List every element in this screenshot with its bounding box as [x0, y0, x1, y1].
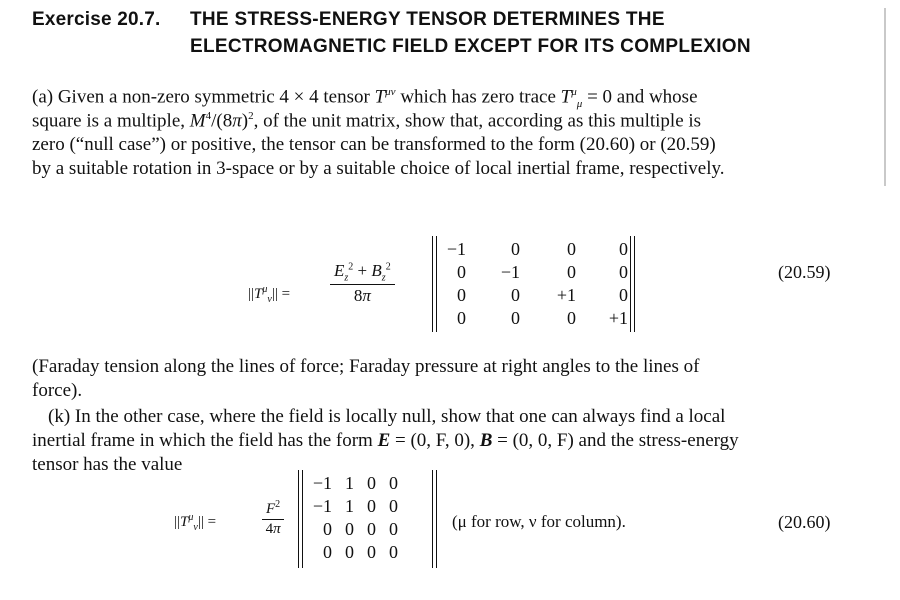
exercise-title-line-1: THE STRESS-ENERGY TENSOR DETERMINES THE: [190, 9, 665, 30]
matrix-cell: 0: [619, 285, 628, 305]
part-a-text: , of the unit matrix, show that, according as this multiple is: [253, 110, 702, 132]
matrix-cell: 0: [457, 285, 466, 305]
part-a-text: (a) Given a non-zero symmetric 4 × 4 tensor: [32, 86, 375, 108]
part-a-text: = 0 and whose: [582, 86, 698, 108]
faraday-line-2: force).: [32, 380, 83, 401]
matrix-cell: 0: [367, 542, 376, 562]
matrix-cell: 0: [567, 308, 576, 328]
matrix-cell: 1: [345, 496, 354, 516]
part-a-line-4: by a suitable rotation in 3-space or by a suitable choice of local inertial frame, respectively.: [32, 158, 725, 179]
part-a-line-1: (a) Given a non-zero symmetric 4 × 4 tensor $T^{\mu\nu}$ which has zero trace $T^\mu_\mu = 0$ and whose: [32, 86, 698, 111]
matrix-cell: −1: [500, 262, 520, 282]
eq2060-lhs: $||T^\mu_\nu||$ =: [174, 512, 217, 533]
matrix-cell: 0: [323, 542, 332, 562]
margin-rule: [884, 8, 886, 186]
eq2060-bar-left-inner: [302, 470, 303, 568]
part-a-text: which has zero trace: [395, 86, 561, 108]
matrix-cell: +1: [608, 308, 628, 328]
part-k-text: inertial frame in which the field has the form: [32, 430, 378, 451]
matrix-cell: 0: [389, 542, 398, 562]
eq2060-bar-right-outer: [436, 470, 437, 568]
matrix-cell: 0: [367, 519, 376, 539]
matrix-cell: 0: [389, 473, 398, 493]
matrix-cell: 0: [567, 262, 576, 282]
part-a-text: square is a multiple,: [32, 110, 190, 132]
matrix-cell: +1: [556, 285, 576, 305]
matrix-cell: 0: [567, 239, 576, 259]
matrix-cell: 0: [367, 496, 376, 516]
matrix-cell: 0: [457, 262, 466, 282]
eq2059-bar-right-outer: [634, 236, 635, 332]
matrix-cell: 0: [389, 519, 398, 539]
eq2060-bar-right-inner: [432, 470, 433, 568]
eq2059-bar-left-inner: [436, 236, 437, 332]
matrix-cell: 0: [367, 473, 376, 493]
matrix-cell: 0: [619, 262, 628, 282]
eq2059-matrix: [442, 238, 628, 330]
part-k-line-2: inertial frame in which the field has the form E = (0, F, 0), B = (0, 0, F) and the stress-energy: [32, 430, 739, 451]
part-k-text: = (0, F, 0),: [390, 430, 480, 451]
matrix-cell: 1: [345, 473, 354, 493]
part-a-line-3: zero (“null case”) or positive, the tensor can be transformed to the form (20.60) or (20.59): [32, 134, 716, 155]
part-k-line-1: (k) In the other case, where the field is locally null, show that one can always find a local: [48, 406, 726, 427]
eq2060-number: (20.60): [778, 512, 831, 532]
matrix-cell: −1: [312, 496, 332, 516]
eq2060-fraction: $\frac{F^2}{4\pi}$: [262, 499, 284, 538]
matrix-cell: 0: [345, 542, 354, 562]
matrix-cell: 0: [345, 519, 354, 539]
eq2060-bar-left-outer: [298, 470, 299, 568]
matrix-cell: 0: [511, 285, 520, 305]
part-k-text: = (0, 0, F) and the stress-energy: [492, 430, 739, 451]
matrix-cell: −1: [312, 473, 332, 493]
eq2060-matrix: [308, 472, 398, 564]
part-a-line-2: square is a multiple, $M^4/(8\pi)^2$, of the unit matrix, show that, according as this multiple is: [32, 110, 702, 132]
matrix-cell: 0: [511, 308, 520, 328]
eq2059-bar-left-outer: [432, 236, 433, 332]
matrix-cell: 0: [323, 519, 332, 539]
matrix-cell: 0: [457, 308, 466, 328]
exercise-title-line-2: ELECTROMAGNETIC FIELD EXCEPT FOR ITS COMPLEXION: [190, 36, 751, 57]
exercise-label: Exercise 20.7.: [32, 9, 161, 30]
matrix-cell: 0: [389, 496, 398, 516]
part-k-line-3: tensor has the value: [32, 454, 183, 475]
eq2059-fraction: $\frac{E_z^2 + B_z^2}{8\pi}$: [330, 261, 395, 306]
matrix-cell: −1: [446, 239, 466, 259]
matrix-cell: 0: [511, 239, 520, 259]
matrix-cell: 0: [619, 239, 628, 259]
eq2059-lhs: $||T^\mu_\nu||$ =: [248, 284, 291, 305]
eq2059-number: (20.59): [778, 262, 831, 282]
faraday-line-1: (Faraday tension along the lines of force; Faraday pressure at right angles to the lines of: [32, 356, 700, 377]
eq2060-note: (μ for row, ν for column).: [452, 512, 626, 531]
eq2059-bar-right-inner: [630, 236, 631, 332]
